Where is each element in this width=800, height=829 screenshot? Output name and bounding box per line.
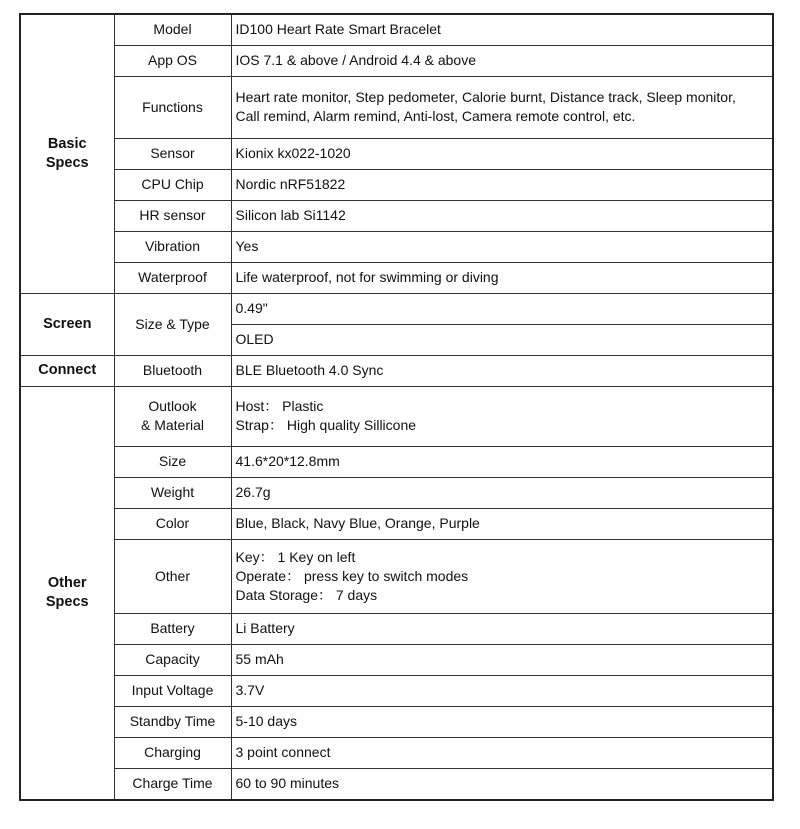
- spec-value-sensor: Kionix kx022-1020: [231, 138, 773, 169]
- spec-value-capacity: 55 mAh: [231, 644, 773, 675]
- spec-row-screen-size: [20, 293, 773, 324]
- spec-label-bluetooth: Bluetooth: [114, 355, 231, 386]
- spec-row-bluetooth: [20, 355, 773, 386]
- spec-row-hr-sensor: [20, 200, 773, 231]
- spec-label-outlook-material: Outlook & Material: [114, 386, 231, 446]
- spec-row-app-os: [20, 45, 773, 76]
- spec-value-battery: Li Battery: [231, 613, 773, 644]
- spec-row-waterproof: [20, 262, 773, 293]
- spec-row-input-voltage: [20, 675, 773, 706]
- spec-value-charge-time: 60 to 90 minutes: [231, 768, 773, 800]
- spec-label-capacity: Capacity: [114, 644, 231, 675]
- spec-label-app-os: App OS: [114, 45, 231, 76]
- group-basic-specs: Basic Specs: [20, 14, 114, 293]
- spec-value-screen-type: OLED: [231, 324, 773, 355]
- spec-label-charging: Charging: [114, 737, 231, 768]
- spec-row-size: [20, 446, 773, 477]
- spec-label-functions: Functions: [114, 76, 231, 138]
- spec-row-capacity: [20, 644, 773, 675]
- spec-value-app-os: IOS 7.1 & above / Android 4.4 & above: [231, 45, 773, 76]
- spec-value-bluetooth: BLE Bluetooth 4.0 Sync: [231, 355, 773, 386]
- spec-value-waterproof: Life waterproof, not for swimming or diving: [231, 262, 773, 293]
- spec-row-charging: [20, 737, 773, 768]
- spec-value-size: 41.6*20*12.8mm: [231, 446, 773, 477]
- spec-row-battery: [20, 613, 773, 644]
- spec-row-functions: [20, 76, 773, 138]
- spec-label-hr-sensor: HR sensor: [114, 200, 231, 231]
- spec-label-size-type: Size & Type: [114, 293, 231, 355]
- spec-row-other: [20, 539, 773, 613]
- spec-value-standby-time: 5-10 days: [231, 706, 773, 737]
- spec-row-vibration: [20, 231, 773, 262]
- spec-row-weight: [20, 477, 773, 508]
- spec-row-color: [20, 508, 773, 539]
- spec-label-other: Other: [114, 539, 231, 613]
- spec-value-functions: Heart rate monitor, Step pedometer, Calorie burnt, Distance track, Sleep monitor, Call remind, Alarm remind, Anti-lost, Camera remote control, etc.: [231, 76, 773, 138]
- spec-value-screen-size: 0.49": [231, 293, 773, 324]
- spec-row-charge-time: [20, 768, 773, 800]
- group-other-specs: Other Specs: [20, 386, 114, 800]
- spec-label-vibration: Vibration: [114, 231, 231, 262]
- spec-label-standby-time: Standby Time: [114, 706, 231, 737]
- spec-value-model: ID100 Heart Rate Smart Bracelet: [231, 14, 773, 45]
- spec-label-model: Model: [114, 14, 231, 45]
- spec-label-charge-time: Charge Time: [114, 768, 231, 800]
- spec-value-input-voltage: 3.7V: [231, 675, 773, 706]
- spec-value-hr-sensor: Silicon lab Si1142: [231, 200, 773, 231]
- spec-value-other: Key： 1 Key on left Operate： press key to switch modes Data Storage： 7 days: [231, 539, 773, 613]
- spec-value-color: Blue, Black, Navy Blue, Orange, Purple: [231, 508, 773, 539]
- spec-value-charging: 3 point connect: [231, 737, 773, 768]
- spec-value-outlook-material: Host： Plastic Strap： High quality Sillicone: [231, 386, 773, 446]
- spec-value-weight: 26.7g: [231, 477, 773, 508]
- spec-row-outlook-material: [20, 386, 773, 446]
- spec-label-size: Size: [114, 446, 231, 477]
- spec-row-sensor: [20, 138, 773, 169]
- spec-label-battery: Battery: [114, 613, 231, 644]
- spec-row-model: [20, 14, 773, 45]
- spec-label-sensor: Sensor: [114, 138, 231, 169]
- group-connect: Connect: [20, 355, 114, 386]
- spec-label-waterproof: Waterproof: [114, 262, 231, 293]
- spec-label-cpu-chip: CPU Chip: [114, 169, 231, 200]
- spec-value-cpu-chip: Nordic nRF51822: [231, 169, 773, 200]
- spec-label-weight: Weight: [114, 477, 231, 508]
- spec-row-cpu-chip: [20, 169, 773, 200]
- spec-label-input-voltage: Input Voltage: [114, 675, 231, 706]
- spec-row-standby-time: [20, 706, 773, 737]
- group-screen: Screen: [20, 293, 114, 355]
- spec-label-color: Color: [114, 508, 231, 539]
- spec-value-vibration: Yes: [231, 231, 773, 262]
- spec-table: [19, 13, 774, 801]
